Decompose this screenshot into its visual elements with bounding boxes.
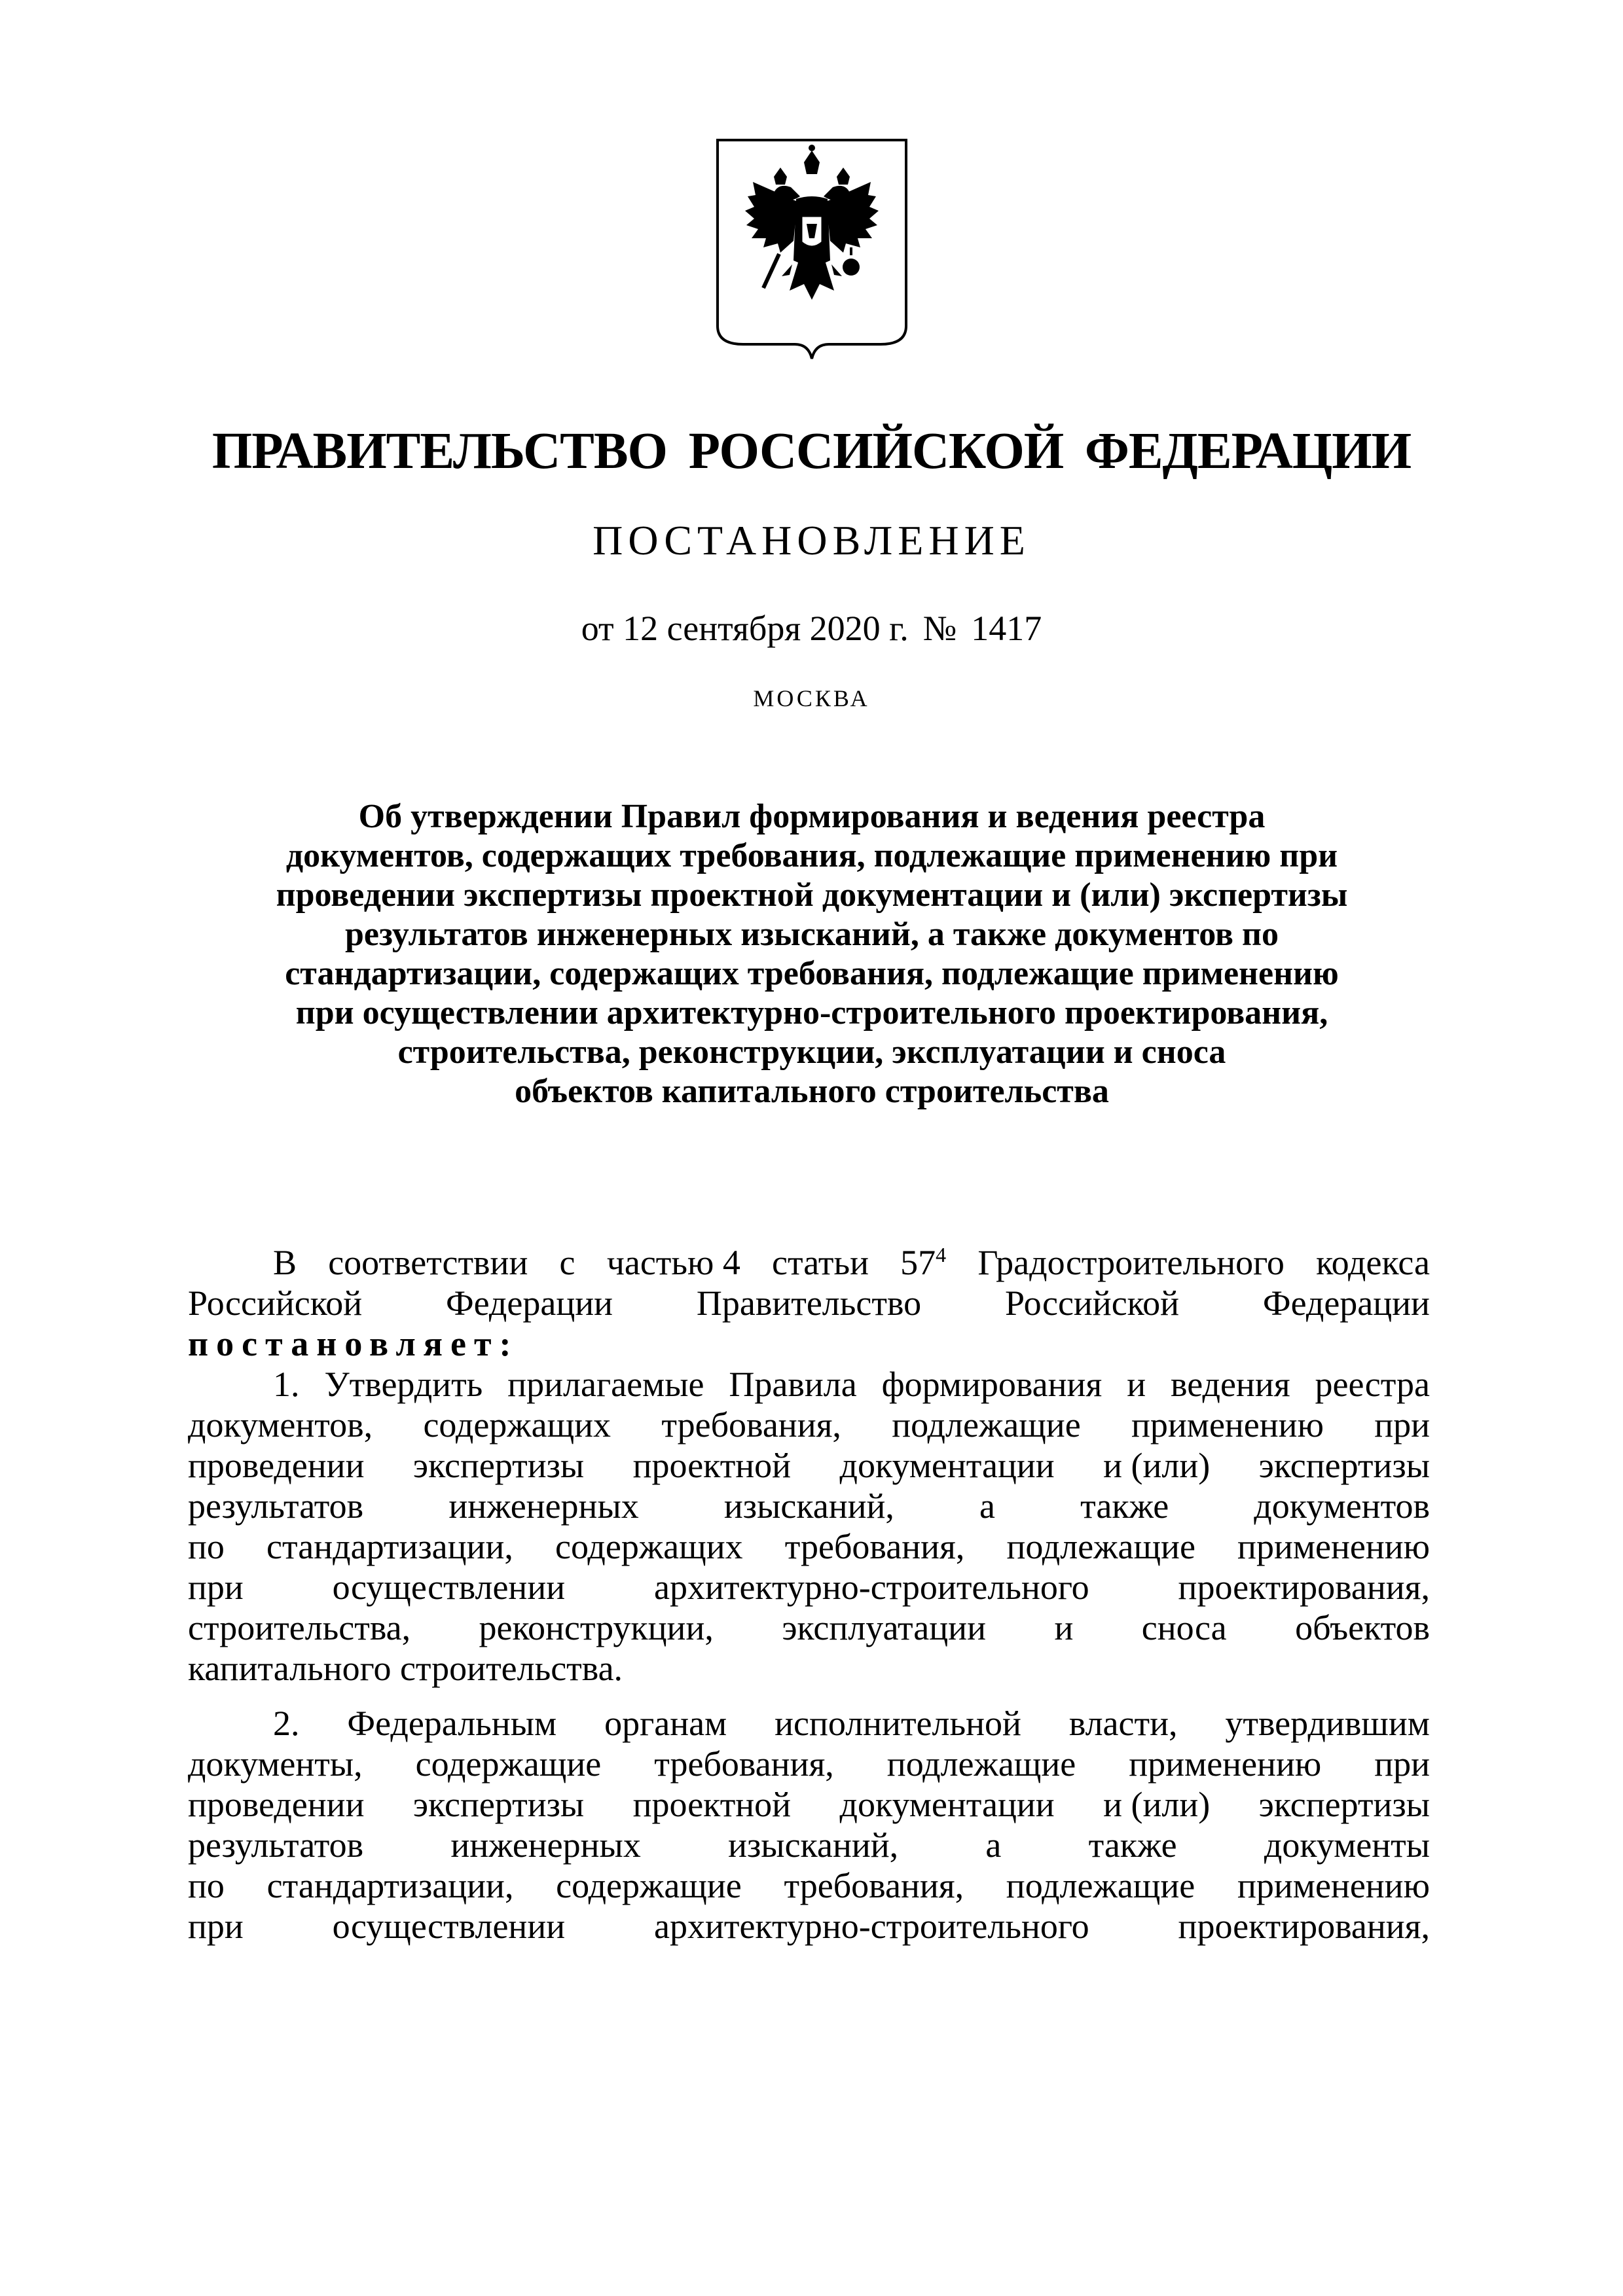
paragraph-2-line bbox=[188, 1825, 1430, 1865]
article-superscript: 4 bbox=[936, 1243, 947, 1266]
paragraph-2-line bbox=[188, 1865, 1430, 1906]
government-title: ПРАВИТЕЛЬСТВО РОССИЙСКОЙ ФЕДЕРАЦИИ bbox=[211, 423, 1412, 480]
word: Правила bbox=[729, 1365, 857, 1404]
number-sign: № bbox=[922, 609, 957, 648]
word: стандартизации, bbox=[266, 1527, 513, 1566]
word: результатов bbox=[188, 1825, 364, 1865]
word: содержащие bbox=[556, 1866, 742, 1905]
word: 1. bbox=[273, 1365, 300, 1404]
preamble-line bbox=[188, 1323, 1430, 1364]
preamble-line bbox=[188, 1283, 1430, 1323]
word: проведении bbox=[188, 1785, 365, 1824]
word: при bbox=[188, 1907, 244, 1946]
word: подлежащие bbox=[1006, 1527, 1195, 1566]
paragraph-1-line bbox=[188, 1607, 1430, 1648]
word: при bbox=[1374, 1405, 1430, 1444]
word: документации bbox=[839, 1446, 1055, 1485]
word: осуществлении bbox=[332, 1568, 566, 1607]
subject-line: объектов капитального строительства bbox=[515, 1073, 1109, 1110]
paragraph-1-line bbox=[188, 1486, 1430, 1526]
word: инженерных bbox=[448, 1486, 639, 1526]
city-name: МОСКВА bbox=[753, 685, 870, 711]
word: В bbox=[273, 1243, 297, 1282]
paragraph-2-line bbox=[188, 1744, 1430, 1784]
word: документы bbox=[1264, 1825, 1430, 1865]
word: органам bbox=[604, 1704, 727, 1743]
paragraph-1-end: капитального строительства. bbox=[188, 1649, 623, 1688]
document-subject bbox=[170, 797, 1453, 1111]
word: соответствии bbox=[328, 1243, 528, 1282]
word: Правительство bbox=[696, 1283, 922, 1323]
word: подлежащие bbox=[1006, 1866, 1195, 1905]
word: также bbox=[1088, 1825, 1177, 1865]
subject-line: проведении экспертизы проектной документации и (или) экспертизы bbox=[276, 876, 1348, 914]
word: сноса bbox=[1141, 1608, 1227, 1647]
article-base: 57 bbox=[900, 1243, 936, 1282]
word: документов, bbox=[188, 1405, 373, 1444]
word: формирования bbox=[881, 1365, 1103, 1404]
word: а bbox=[985, 1825, 1002, 1865]
word: изысканий, bbox=[728, 1825, 899, 1865]
word: по bbox=[188, 1866, 225, 1905]
word: содержащие bbox=[415, 1744, 602, 1784]
word: экспертизы bbox=[1258, 1785, 1430, 1824]
subject-line: стандартизации, содержащих требования, подлежащие применению bbox=[285, 955, 1339, 992]
subject-line: Об утверждении Правил формирования и ведения реестра bbox=[358, 798, 1266, 835]
resolves-word: постановляет: bbox=[188, 1324, 519, 1363]
word: утвердившим bbox=[1225, 1704, 1430, 1743]
document-body bbox=[188, 1242, 1430, 1946]
paragraph-2-line bbox=[188, 1703, 1430, 1744]
paragraph-1-line bbox=[188, 1445, 1430, 1486]
word: инженерных bbox=[450, 1825, 641, 1865]
word: реконструкции, bbox=[479, 1608, 714, 1647]
word: применению bbox=[1129, 1744, 1322, 1784]
word: требования, bbox=[654, 1744, 834, 1784]
word: стандартизации, bbox=[266, 1866, 514, 1905]
word: при bbox=[188, 1568, 244, 1607]
word: ведения bbox=[1171, 1365, 1290, 1404]
word: реестра bbox=[1315, 1365, 1430, 1404]
coat-of-arms-icon bbox=[714, 136, 910, 362]
paragraph-1-line bbox=[188, 1405, 1430, 1445]
word: также bbox=[1080, 1486, 1169, 1526]
document-number: 1417 bbox=[971, 609, 1042, 648]
preamble-line bbox=[188, 1242, 1430, 1283]
word: требования, bbox=[784, 1527, 965, 1566]
word: проектирования, bbox=[1178, 1568, 1430, 1607]
word: прилагаемые bbox=[507, 1365, 704, 1404]
word: осуществлении bbox=[332, 1907, 566, 1946]
word: архитектурно-строительного bbox=[653, 1907, 1089, 1946]
date-number-line bbox=[0, 605, 1623, 651]
word: Федерации bbox=[1262, 1283, 1430, 1323]
subject-line: строительства, реконструкции, эксплуатации и сноса bbox=[397, 1033, 1226, 1071]
subject-line: документов, содержащих требования, подлежащие применению при bbox=[285, 837, 1338, 874]
word: частью 4 bbox=[606, 1243, 740, 1282]
word: применению bbox=[1237, 1866, 1430, 1905]
word: Утвердить bbox=[324, 1365, 483, 1404]
word: и (или) bbox=[1103, 1785, 1211, 1824]
word: исполнительной bbox=[775, 1704, 1021, 1743]
word: Градостроительного bbox=[977, 1243, 1285, 1282]
word: при bbox=[1374, 1744, 1430, 1784]
word: Российской bbox=[1004, 1283, 1180, 1323]
word: 2. bbox=[273, 1704, 300, 1743]
paragraph-1-line bbox=[188, 1526, 1430, 1567]
word: по bbox=[188, 1527, 225, 1566]
word: кодекса bbox=[1316, 1243, 1430, 1282]
word: проектирования, bbox=[1178, 1907, 1430, 1946]
paragraph-1-line bbox=[188, 1364, 1430, 1405]
word: содержащих bbox=[423, 1405, 611, 1444]
subject-line: результатов инженерных изысканий, а также документов по bbox=[345, 916, 1279, 953]
word: проектной bbox=[632, 1785, 792, 1824]
word: требования, bbox=[661, 1405, 841, 1444]
word: эксплуатации bbox=[782, 1608, 986, 1647]
word: результатов bbox=[188, 1486, 364, 1526]
word: объектов bbox=[1295, 1608, 1430, 1647]
article-number bbox=[900, 1242, 946, 1283]
word: Федеральным bbox=[347, 1704, 557, 1743]
word: Российской bbox=[188, 1283, 363, 1323]
word: применению bbox=[1131, 1405, 1324, 1444]
document-date: от 12 сентября 2020 г. bbox=[581, 609, 909, 648]
word: применению bbox=[1237, 1527, 1430, 1566]
word: и bbox=[1054, 1608, 1074, 1647]
word: экспертизы bbox=[1258, 1446, 1430, 1485]
word: статьи bbox=[772, 1243, 869, 1282]
word: проектной bbox=[632, 1446, 792, 1485]
word: архитектурно-строительного bbox=[653, 1568, 1089, 1607]
word: документов bbox=[1254, 1486, 1430, 1526]
word: строительства, bbox=[188, 1608, 411, 1647]
word: и (или) bbox=[1103, 1446, 1211, 1485]
word: Федерации bbox=[445, 1283, 613, 1323]
word: экспертизы bbox=[412, 1446, 585, 1485]
paragraph-gap bbox=[188, 1689, 1430, 1703]
paragraph-1-line bbox=[188, 1648, 1430, 1689]
word: и bbox=[1127, 1365, 1146, 1404]
word: а bbox=[979, 1486, 996, 1526]
word: документы, bbox=[188, 1744, 363, 1784]
word: проведении bbox=[188, 1446, 365, 1485]
document-type: ПОСТАНОВЛЕНИЕ bbox=[593, 517, 1030, 564]
word: экспертизы bbox=[412, 1785, 585, 1824]
word: требования, bbox=[784, 1866, 964, 1905]
word: содержащих bbox=[555, 1527, 743, 1566]
word: с bbox=[559, 1243, 575, 1282]
paragraph-1-line bbox=[188, 1567, 1430, 1607]
word: изысканий, bbox=[723, 1486, 894, 1526]
paragraph-2-line bbox=[188, 1784, 1430, 1825]
word: подлежащие bbox=[892, 1405, 1081, 1444]
word: власти, bbox=[1068, 1704, 1178, 1743]
paragraph-2-line bbox=[188, 1906, 1430, 1946]
word: подлежащие bbox=[886, 1744, 1076, 1784]
word: документации bbox=[839, 1785, 1055, 1824]
subject-line: при осуществлении архитектурно-строительного проектирования, bbox=[295, 994, 1328, 1031]
